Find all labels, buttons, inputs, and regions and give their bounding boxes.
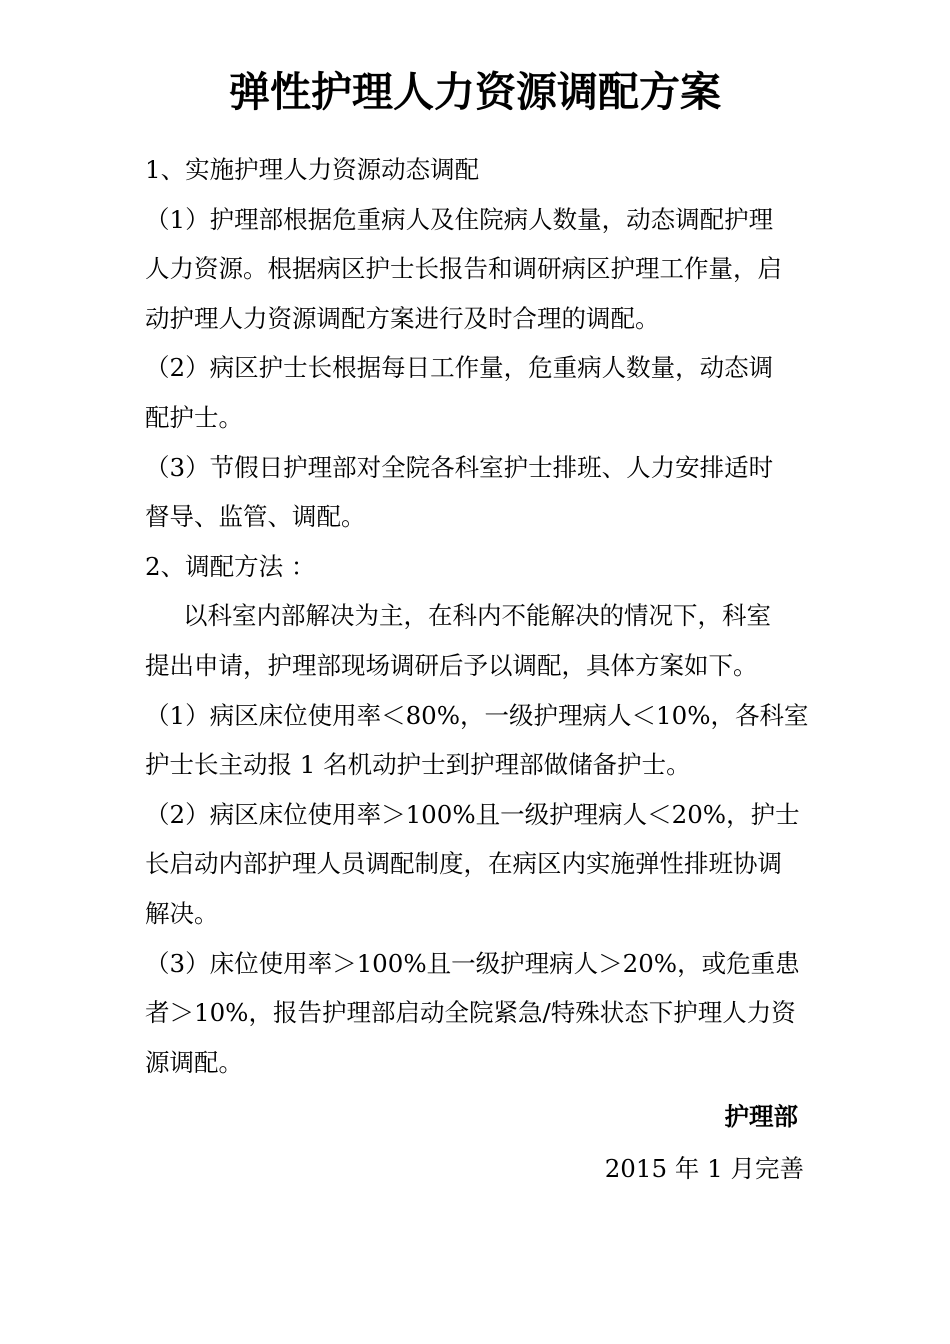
signature-block: [605, 1092, 804, 1193]
paragraph-line: 配护士。: [145, 402, 243, 432]
section-heading-2: 2、调配方法 ：: [145, 551, 316, 581]
paragraph-line: 长启动内部护理人员调配制度，在病区内实施弹性排班协调: [145, 849, 782, 879]
signature-department: 护理部: [724, 1102, 798, 1131]
paragraph-line: （1）病区床位使用率＜80%，一级护理病人＜10%，各科室: [145, 700, 809, 730]
paragraph-line: 动护理人力资源调配方案进行及时合理的调配。: [145, 303, 660, 333]
paragraph-line: 以科室内部解决为主，在科内不能解决的情况下，科室: [183, 601, 771, 631]
paragraph-line: （3）节假日护理部对全院各科室护士排班、人力安排适时: [145, 452, 774, 482]
paragraph-line: 解决。: [145, 898, 219, 928]
paragraph-line: （3）床位使用率＞100%且一级护理病人＞20%，或危重患: [145, 948, 800, 978]
paragraph-line: （2）病区护士长根据每日工作量，危重病人数量，动态调: [145, 353, 774, 383]
paragraph-line: （1）护理部根据危重病人及住院病人数量，动态调配护理: [145, 204, 774, 234]
paragraph-line: 提出申请，护理部现场调研后予以调配，具体方案如下。: [145, 650, 758, 680]
paragraph-line: 护士长主动报 1 名机动护士到护理部做储备护士。: [145, 750, 691, 780]
signature-date: 2015 年 1 月完善: [604, 1153, 804, 1183]
paragraph-line: 人力资源。根据病区护士长报告和调研病区护理工作量，启: [145, 254, 782, 284]
paragraph-line: （2）病区床位使用率＞100%且一级护理病人＜20%，护士: [145, 799, 800, 829]
document-title: 弹性护理人力资源调配方案: [229, 68, 721, 116]
paragraph-line: 者＞10%，报告护理部启动全院紧急/特殊状态下护理人力资: [145, 998, 796, 1028]
paragraph-line: 督导、监管、调配。: [145, 502, 366, 532]
paragraph-line: 源调配。: [145, 1047, 243, 1077]
document-body: [145, 145, 810, 1087]
section-heading-1: 1、实施护理人力资源动态调配: [145, 155, 480, 184]
